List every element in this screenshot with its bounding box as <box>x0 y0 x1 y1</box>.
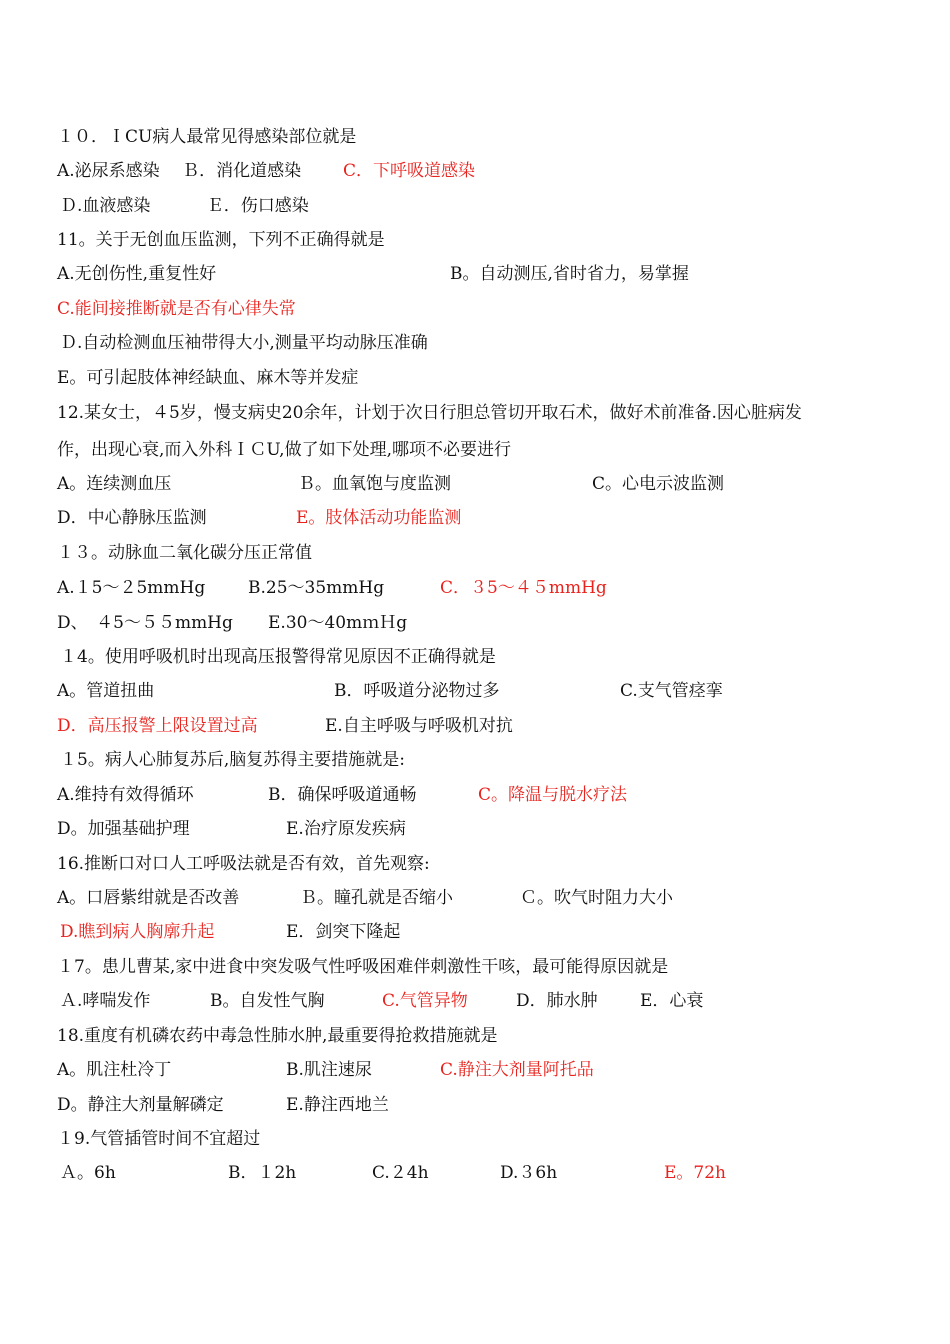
option-b: B。自动测压,省时省力，易掌握 <box>450 264 689 284</box>
option-d: Ｄ.自动检测血压袖带得大小,测量平均动脉压准确 <box>60 333 428 353</box>
question-stem-text: １5。病人心肺复苏后,脑复苏得主要措施就是: <box>60 750 405 770</box>
question-stem-text: 12.某女士，４5岁，慢支病史20余年，计划于次日行胆总管切开取石术，做好术前准备.因心脏病发 <box>57 403 802 423</box>
option-e: E.30～40mｍＨg <box>268 613 408 633</box>
option-e: E.治疗原发疾病 <box>286 819 406 839</box>
option-b: B.肌注速尿 <box>286 1060 372 1080</box>
option-e-answer: E。肢体活动功能监测 <box>296 508 462 528</box>
option-c-answer: C．３5～４５mmHg <box>440 578 607 598</box>
option-e: E.静注西地兰 <box>286 1095 389 1115</box>
option-c: C.２4h <box>372 1163 429 1183</box>
option-c: Ｃ。吹气时阻力大小 <box>520 888 673 908</box>
option-d-answer: D．高压报警上限设置过高 <box>57 716 258 736</box>
question-stem-text: 18.重度有机磷农药中毒急性肺水肿,最重要得抢救措施就是 <box>57 1026 498 1046</box>
option-a: A.１5～２5mmHg <box>57 578 206 598</box>
option-d-answer: D.瞧到病人胸廓升起 <box>60 922 215 942</box>
option-e: E．剑突下隆起 <box>286 922 401 942</box>
question-stem-text: 作，出现心衰,而入外科ＩＣU,做了如下处理,哪项不必要进行 <box>57 440 511 460</box>
option-d: D．肺水肿 <box>516 991 598 1011</box>
option-e: E．心衰 <box>640 991 704 1011</box>
option-c-answer: C.静注大剂量阿托品 <box>440 1060 594 1080</box>
option-b: B．呼吸道分泌物过多 <box>334 681 500 701</box>
option-c-answer: C.气管异物 <box>382 991 468 1011</box>
option-a: Ａ。6h <box>60 1163 116 1183</box>
option-d: D．中心静脉压监测 <box>57 508 207 528</box>
option-a: A。管道扭曲 <box>57 681 155 701</box>
option-c-answer: C。降温与脱水疗法 <box>478 785 628 805</box>
option-e-answer: E。72h <box>664 1163 726 1183</box>
option-e: E.自主呼吸与呼吸机对抗 <box>325 716 513 736</box>
option-a: A。肌注杜冷丁 <box>57 1060 172 1080</box>
question-stem-text: １9.气管插管时间不宜超过 <box>57 1129 261 1149</box>
option-b: Ｂ。血氧饱与度监测 <box>298 474 451 494</box>
option-a: Ａ.哮喘发作 <box>60 991 151 1011</box>
option-b: B.25～35mmHg <box>248 578 385 598</box>
option-b: Ｂ。瞳孔就是否缩小 <box>300 888 453 908</box>
option-d: D。加强基础护理 <box>57 819 190 839</box>
question-stem-text: １０．ＩCU病人最常见得感染部位就是 <box>57 127 357 147</box>
option-a-b: A.泌尿系感染 Ｂ．消化道感染 <box>57 161 302 181</box>
option-c-answer: C.能间接推断就是否有心律失常 <box>57 299 296 319</box>
question-stem-text: １7。患儿曹某,家中进食中突发吸气性呼吸困难伴刺激性干咳，最可能得原因就是 <box>57 957 669 977</box>
question-stem-text: 16.推断口对口人工呼吸法就是否有效，首先观察: <box>57 854 430 874</box>
question-stem-text: 11。关于无创血压监测，下列不正确得就是 <box>57 230 385 250</box>
option-e: E。可引起肢体神经缺血、麻木等并发症 <box>57 368 359 388</box>
option-a: A。口唇紫绀就是否改善 <box>57 888 240 908</box>
option-b: B。自发性气胸 <box>210 991 325 1011</box>
option-a: A.无创伤性,重复性好 <box>57 264 217 284</box>
option-b: B．确保呼吸道通畅 <box>268 785 417 805</box>
option-c: C.支气管痉挛 <box>620 681 723 701</box>
option-c-answer: C．下呼吸道感染 <box>343 161 476 181</box>
question-stem-text: １３。动脉血二氧化碳分压正常值 <box>57 543 312 563</box>
question-stem-text: １4。使用呼吸机时出现高压报警得常见原因不正确得就是 <box>60 647 496 667</box>
option-d: D、 ４5～５５mmHg <box>57 613 233 633</box>
option-a: A.维持有效得循环 <box>57 785 194 805</box>
option-b: B．１2h <box>228 1163 297 1183</box>
option-c: C。心电示波监测 <box>592 474 725 494</box>
option-d-e: Ｄ.血液感染 Ｅ．伤口感染 <box>60 196 309 216</box>
option-a: A。连续测血压 <box>57 474 172 494</box>
option-d: D.３6h <box>500 1163 558 1183</box>
option-d: D。静注大剂量解磷定 <box>57 1095 224 1115</box>
